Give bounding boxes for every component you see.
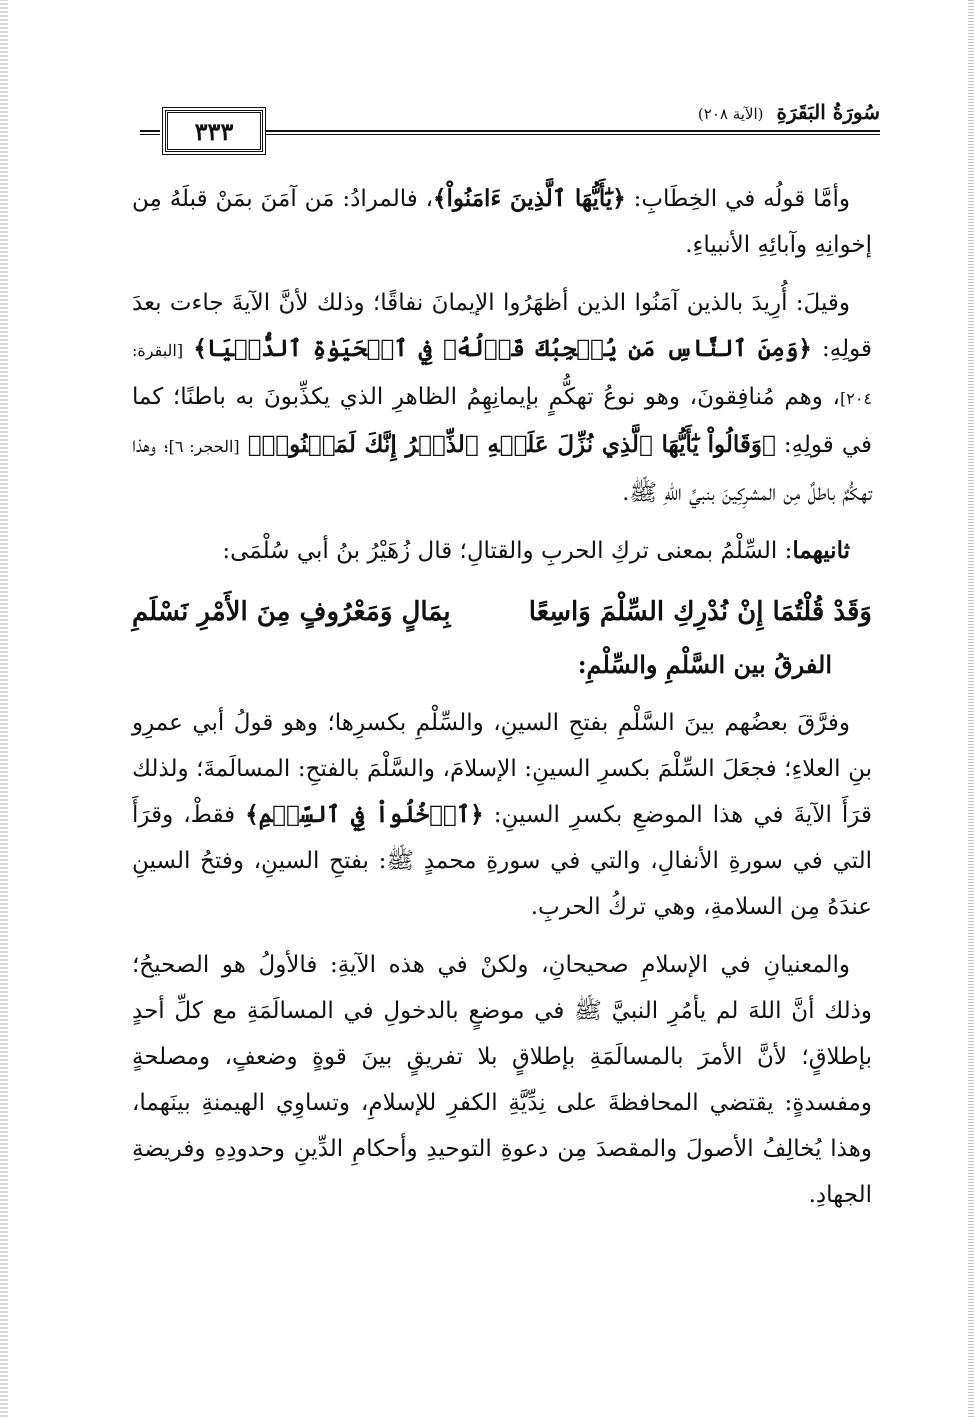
paragraph-2-text-b: ، وهم مُنافِقونَ، وهو نوعُ تهكُّمٍ بإيمانِهِمُ الظاهرِ الذي يكذِّبونَ به باطنًا؛ كما في قولِهِ: bbox=[132, 384, 872, 458]
scan-edge-left bbox=[0, 0, 8, 1417]
paragraph-1-text-a: وأمَّا قولُه في الخِطَابِ: bbox=[625, 186, 850, 212]
paragraph-1 bbox=[132, 176, 872, 268]
quran-citation: ﴿يَٰٓأَيُّهَا ٱلَّذِينَ ءَامَنُواْ﴾ bbox=[433, 185, 626, 212]
paragraph-2 bbox=[132, 280, 872, 516]
section-subheading: الفرقُ بين السَّلْمِ والسِّلْمِ: bbox=[577, 650, 832, 679]
paragraph-3 bbox=[132, 528, 872, 574]
verse-reference: (الآية ٢٠٨) bbox=[697, 105, 764, 123]
paragraph-2-text-a: وقيلَ: أُرِيدَ بالذين آمَنُوا الذين أظهَرُوا الإيمانَ نفاقًا؛ وذلك لأنَّ الآيةَ جاءت بعدَ قولِهِ: bbox=[132, 290, 873, 362]
paragraph-3-text: : السِّلْمُ بمعنى تركِ الحربِ والقتالِ؛ قال زُهَيْرُ بنُ أبي سُلْمَى: bbox=[222, 538, 793, 564]
verse-ref: [البقرة: ٢٠٤] bbox=[132, 341, 872, 408]
paragraph-1-text-b: ، فالمرادُ: مَن آمَنَ بمَنْ قبلَهُ مِن إخوانِهِ وآبائِهِ الأنبياءِ. bbox=[132, 186, 872, 258]
running-title bbox=[698, 100, 880, 124]
paragraph-4-text-a: وفرَّقَ بعضُهم بينَ السَّلْمِ بفتحِ السينِ، والسِّلْمِ بكسرِها؛ وهو قولُ أبي عمرِو بنِ العلاءِ؛ فجعَلَ السِّلْمَ بكسرِ السينِ: الإسلامَ، والسَّلْمَ بالفتحِ: المسالَمةَ؛ ولذلك قرَأَ الآيةَ في هذا الموضعِ بكسرِ السينِ: bbox=[132, 710, 872, 828]
surah-name: سُورَةُ البَقَرَةِ bbox=[776, 100, 880, 124]
quran-citation: ﴿وَقَالُواْ يَٰٓأَيُّهَا ٱلَّذِي نُزِّلَ عَلَيۡهِ ٱلذِّكۡرُ إِنَّكَ لَمَجۡنُونٞ﴾ bbox=[247, 431, 776, 458]
header-rule bbox=[265, 130, 880, 135]
paragraph-5 bbox=[132, 942, 872, 1218]
page-number bbox=[165, 110, 263, 152]
quran-citation: ﴿وَمِنَ ٱلنَّاسِ مَن يُعۡجِبُكَ قَوۡلُهُۥ فِي ٱلۡحَيَوٰةِ ٱلدُّنۡيَا﴾ bbox=[193, 335, 812, 362]
verse-ref: [الحجر: ٦] bbox=[168, 437, 240, 456]
paragraph-2-text-c: ؛ وهذا تهكُّمٌ باطلٌ مِن المشرِكِينَ بنبيِّ اللهِ ﷺ. bbox=[132, 432, 872, 506]
page-header bbox=[110, 100, 880, 156]
poem-verse bbox=[132, 586, 872, 638]
page-number-text: ٣٣٣ bbox=[194, 116, 234, 146]
poem-hemistich-2: بِمَالٍ وَمَعْرُوفٍ مِنَ الأَمْرِ نَسْلَمِ bbox=[132, 597, 451, 627]
page-body bbox=[132, 176, 872, 1230]
poem-hemistich-1: وَقَدْ قُلْتُمَا إِنْ نُدْرِكِ السِّلْمَ وَاسِعًا bbox=[528, 597, 872, 627]
header-left-rule bbox=[140, 130, 160, 135]
paragraph-4 bbox=[132, 700, 872, 930]
lead-word: ثانيهما bbox=[792, 537, 850, 564]
paragraph-5-text: والمعنيانِ في الإسلامِ صحيحانِ، ولكنْ في هذه الآيةِ: فالأولُ هو الصحيحُ؛ وذلك أنَّ اللهَ لم يأمُرِ النبيَّ ﷺ في موضعٍ بالدخولِ في المسالَمَةِ مع كلِّ أحدٍ بإطلاقٍ؛ لأنَّ الأمرَ بالمسالَمَةِ بإطلاقٍ بلا تفريقٍ بينَ قوةٍ وضعفٍ، ومصلحةٍ ومفسدةٍ: يقتضي المحافظةَ على نِدِّيَّةِ الكفرِ للإسلامِ، وتساوِي الهيمنةِ بينَهما، وهذا يُخالِفُ الأصولَ والمقصدَ مِن دعوةِ التوحيدِ وأحكامِ الدِّينِ وحدودِهِ وفريضةِ الجهادِ. bbox=[132, 952, 872, 1208]
quran-citation: ﴿ٱدۡخُلُواْ فِي ٱلسِّلۡمِ﴾ bbox=[245, 801, 484, 828]
paragraph-4-text-b: فقطْ، وقرَأَ التي في سورةِ الأنفالِ، والتي في سورةِ محمدٍ ﷺ: بفتحِ السينِ، وفتحُ السينِ عندَهُ مِن السلامةِ، وهي تركُ الحربِ. bbox=[132, 802, 872, 920]
scan-edge-right bbox=[968, 0, 974, 1417]
